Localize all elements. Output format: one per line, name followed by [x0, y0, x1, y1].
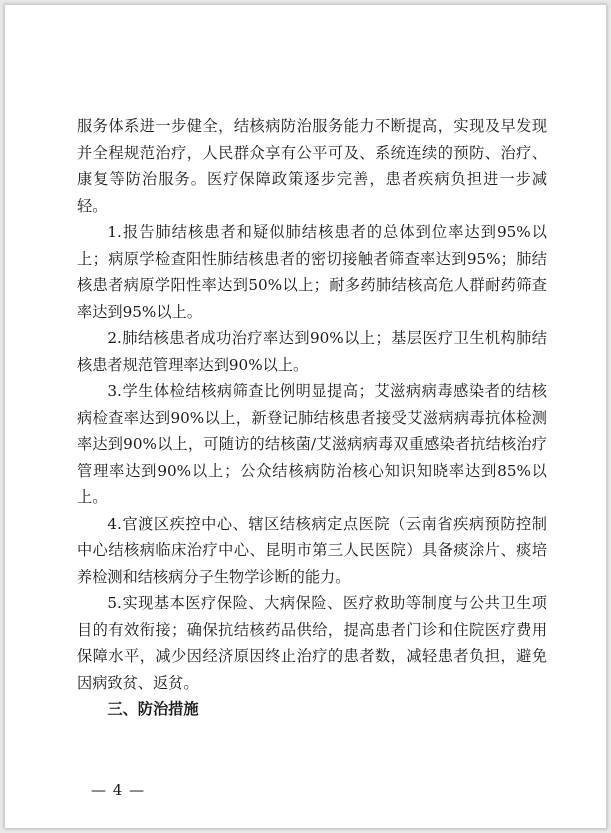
paragraph-target-2: 2.肺结核患者成功治疗率达到90%以上；基层医疗卫生机构肺结核患者规范管理率达到90%以上。: [77, 329, 547, 374]
paragraph-target-1: 1.报告肺结核患者和疑似肺结核患者的总体到位率达到95%以上；病原学检查阳性肺结核患者的密切接触者筛查率达到95%；肺结核患者病原学阳性率达到50%以上；耐多药肺结核高危人群耐药筛查率达到95%以上。: [77, 223, 547, 321]
document-page: [4, 4, 607, 829]
paragraph-continuation: 服务体系进一步健全，结核病防治服务能力不断提高，实现及早发现并全程规范治疗，人民群众享有公平可及、系统连续的预防、治疗、康复等防治服务。医疗保障政策逐步完善，患者疾病负担进一步减轻。: [77, 117, 547, 215]
document-body: [77, 113, 547, 723]
paragraph-target-3: 3.学生体检结核病筛查比例明显提高；艾滋病病毒感染者的结核病检查率达到90%以上，新登记肺结核患者接受艾滋病病毒抗体检测率达到90%以上，可随访的结核菌/艾滋病病毒双重感染者抗结核治疗管理率达到90%以上；公众结核病防治核心知识知晓率达到85%以上。: [77, 382, 547, 506]
paragraph-target-5: 5.实现基本医疗保险、大病保险、医疗救助等制度与公共卫生项目的有效衔接；确保抗结核药品供给，提高患者门诊和住院医疗费用保障水平，减少因经济原因终止治疗的患者数，减轻患者负担，避免因病致贫、返贫。: [77, 594, 547, 692]
paragraph-target-4: 4.官渡区疾控中心、辖区结核病定点医院（云南省疾病预防控制中心结核病临床治疗中心、昆明市第三人民医院）具备痰涂片、痰培养检测和结核病分子生物学诊断的能力。: [77, 514, 547, 586]
page-number: — 4 —: [91, 781, 146, 799]
section-heading: 三、防治措施: [107, 700, 199, 718]
